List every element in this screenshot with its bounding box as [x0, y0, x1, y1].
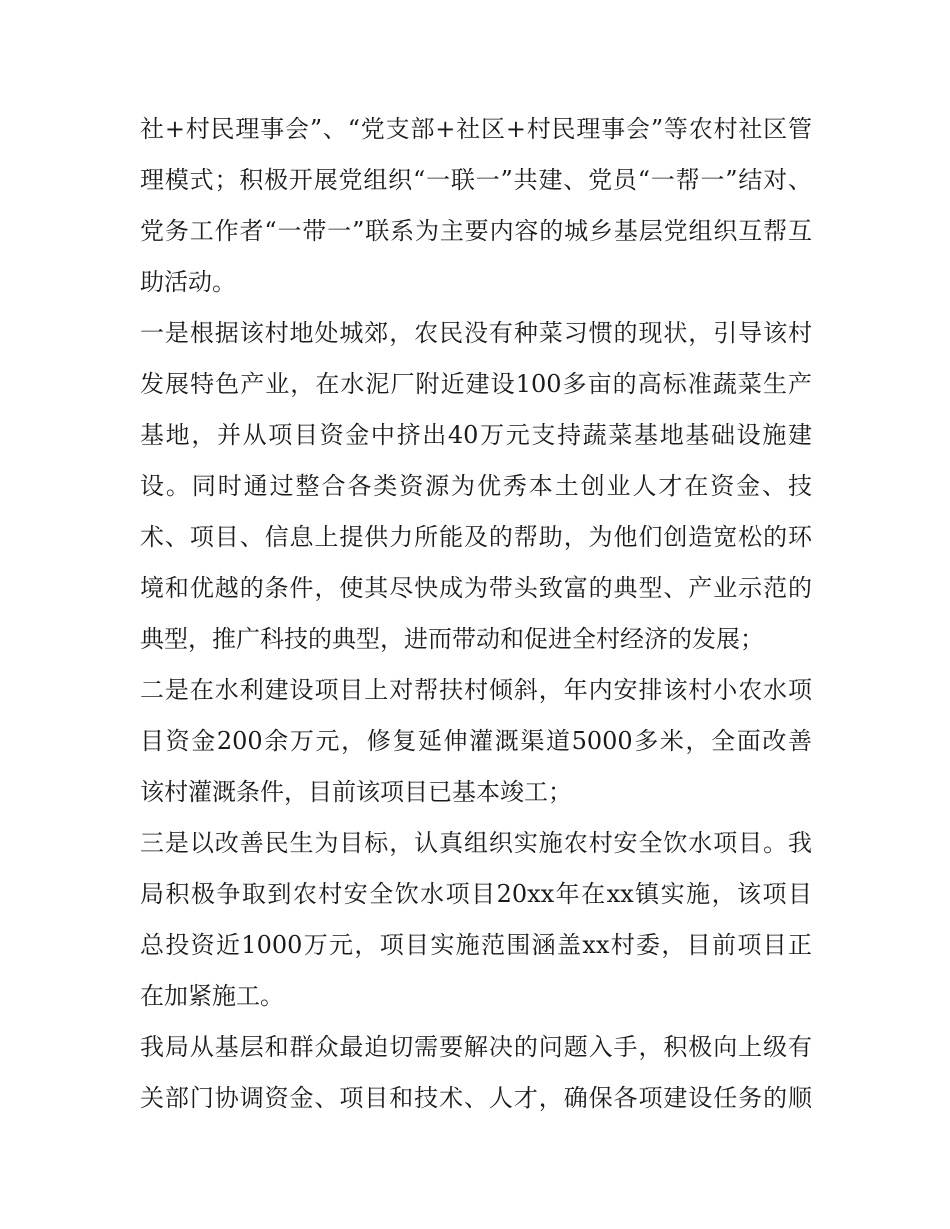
text-line: 助活动。 [140, 268, 236, 296]
text-line: 典型，推广科技的典型，进而带动和促进全村经济的发展； [140, 625, 764, 653]
text-line: 我局从基层和群众最迫切需要解决的问题入手，积极向上级有 [140, 1033, 812, 1061]
document-body [140, 104, 812, 1124]
text-line: 目资金200余万元，修复延伸灌溉渠道5000多米，全面改善 [140, 727, 812, 755]
text-line: 境和优越的条件，使其尽快成为带头致富的典型、产业示范的 [140, 574, 812, 602]
text-line: 发展特色产业，在水泥厂附近建设100多亩的高标准蔬菜生产 [140, 370, 812, 398]
text-line: 该村灌溉条件，目前该项目已基本竣工； [140, 778, 572, 806]
text-line: 总投资近1000万元，项目实施范围涵盖xx村委，目前项目正 [140, 931, 812, 959]
text-line: 设。同时通过整合各类资源为优秀本土创业人才在资金、技 [140, 472, 812, 500]
text-line: 基地，并从项目资金中挤出40万元支持蔬菜基地基础设施建 [140, 421, 812, 449]
text-line: 在加紧施工。 [140, 982, 284, 1010]
text-line: 党务工作者“一带一”联系为主要内容的城乡基层党组织互帮互 [140, 217, 812, 245]
text-line: 关部门协调资金、项目和技术、人才，确保各项建设任务的顺 [140, 1084, 812, 1112]
text-line: 社+村民理事会”、“党支部+社区+村民理事会”等农村社区管 [140, 115, 812, 143]
text-line: 三是以改善民生为目标，认真组织实施农村安全饮水项目。我 [140, 829, 812, 857]
text-line: 二是在水利建设项目上对帮扶村倾斜，年内安排该村小农水项 [140, 676, 812, 704]
text-line: 一是根据该村地处城郊，农民没有种菜习惯的现状，引导该村 [140, 319, 812, 347]
text-line: 理模式；积极开展党组织“一联一”共建、党员“一帮一”结对、 [140, 166, 812, 194]
text-line: 局积极争取到农村安全饮水项目20xx年在xx镇实施，该项目 [140, 880, 812, 908]
text-line: 术、项目、信息上提供力所能及的帮助，为他们创造宽松的环 [140, 523, 812, 551]
